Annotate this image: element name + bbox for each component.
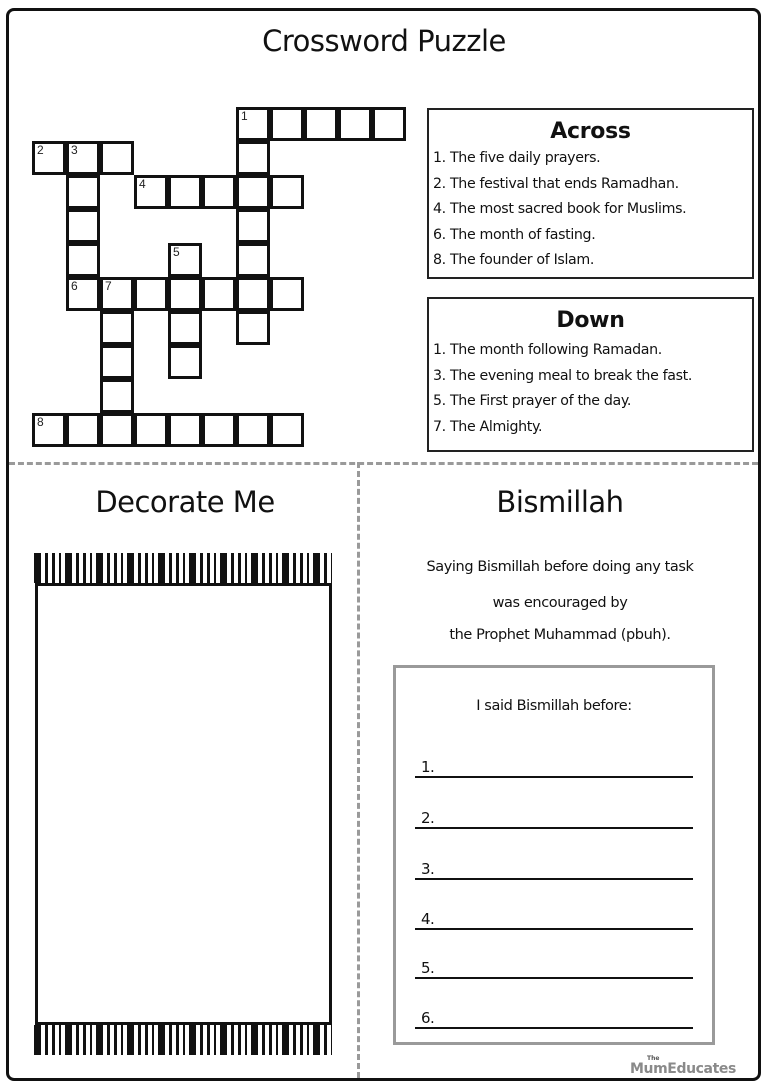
crossword-cell[interactable] [236, 107, 270, 141]
crossword-cell[interactable] [236, 209, 270, 243]
crossword-title: Crossword Puzzle [262, 24, 506, 58]
writing-line[interactable] [415, 805, 693, 829]
across-clue-list [429, 146, 752, 274]
crossword-cell[interactable] [100, 141, 134, 175]
clue-number: 2 [37, 143, 44, 157]
crossword-cell[interactable] [100, 379, 134, 413]
crossword-cell[interactable] [66, 277, 100, 311]
line-number: 6. [421, 1009, 435, 1027]
down-heading: Down [556, 308, 625, 333]
line-number: 2. [421, 809, 435, 827]
decorate-title: Decorate Me [95, 485, 275, 519]
down-clues-box [427, 297, 754, 452]
brand-logo [630, 1055, 752, 1078]
crossword-cell[interactable] [100, 413, 134, 447]
crossword-cell[interactable] [168, 175, 202, 209]
crossword-cell[interactable] [270, 107, 304, 141]
bismillah-text-line: Saying Bismillah before doing any task [426, 559, 694, 575]
clue-number: 6 [71, 279, 78, 293]
across-clues-box [427, 108, 754, 279]
bismillah-text-line: the Prophet Muhammad (pbuh). [449, 627, 671, 643]
crossword-cell[interactable] [304, 107, 338, 141]
crossword-cell[interactable] [236, 141, 270, 175]
crossword-cell[interactable] [134, 175, 168, 209]
logo-main-text: MumEducates [630, 1061, 736, 1077]
vertical-dashed-divider [357, 462, 360, 1078]
crossword-cell[interactable] [32, 413, 66, 447]
clue-number: 8 [37, 415, 44, 429]
crossword-cell[interactable] [100, 277, 134, 311]
bismillah-title: Bismillah [496, 485, 624, 519]
crossword-cell[interactable] [168, 243, 202, 277]
down-clue-list [429, 335, 752, 440]
crossword-cell[interactable] [338, 107, 372, 141]
crossword-cell[interactable] [134, 277, 168, 311]
writing-box-heading: I said Bismillah before: [476, 698, 632, 714]
crossword-cell[interactable] [168, 311, 202, 345]
crossword-cell[interactable] [100, 311, 134, 345]
crossword-cell[interactable] [32, 141, 66, 175]
crossword-cell[interactable] [66, 243, 100, 277]
crossword-cell[interactable] [202, 413, 236, 447]
crossword-cell[interactable] [236, 243, 270, 277]
writing-line[interactable] [415, 906, 693, 930]
line-number: 4. [421, 910, 435, 928]
crossword-cell[interactable] [168, 345, 202, 379]
crossword-cell[interactable] [236, 413, 270, 447]
crossword-cell[interactable] [270, 175, 304, 209]
crossword-cell[interactable] [134, 413, 168, 447]
clue-number: 5 [173, 245, 180, 259]
crossword-cell[interactable] [236, 175, 270, 209]
writing-line[interactable] [415, 754, 693, 778]
horizontal-dashed-divider [9, 462, 758, 465]
line-number: 5. [421, 959, 435, 977]
bismillah-writing-box [393, 665, 715, 1045]
across-clue: 1. The five daily prayers. [433, 150, 601, 166]
down-clue: 5. The First prayer of the day. [433, 393, 632, 409]
writing-line[interactable] [415, 856, 693, 880]
across-clue: 6. The month of fasting. [433, 226, 596, 243]
crossword-cell[interactable] [270, 413, 304, 447]
crossword-cell[interactable] [236, 311, 270, 345]
line-number: 1. [421, 758, 435, 776]
crossword-cell[interactable] [66, 141, 100, 175]
crossword-cell[interactable] [236, 277, 270, 311]
crossword-cell[interactable] [66, 175, 100, 209]
down-clue: 1. The month following Ramadan. [433, 342, 662, 358]
across-clue: 4. The most sacred book for Muslims. [433, 201, 687, 217]
prayer-mat-drawing-area[interactable] [35, 583, 332, 1025]
clue-number: 4 [139, 177, 146, 191]
across-clue: 2. The festival that ends Ramadhan. [433, 175, 679, 192]
crossword-cell[interactable] [202, 277, 236, 311]
clue-number: 7 [105, 279, 112, 293]
line-number: 3. [421, 860, 435, 878]
down-clue: 3. The evening meal to break the fast. [433, 367, 693, 384]
crossword-cell[interactable] [202, 175, 236, 209]
crossword-cell[interactable] [66, 413, 100, 447]
writing-line[interactable] [415, 955, 693, 979]
writing-line[interactable] [415, 1005, 693, 1029]
crossword-cell[interactable] [168, 413, 202, 447]
clue-number: 1 [241, 109, 248, 123]
crossword-cell[interactable] [100, 345, 134, 379]
rug-fringe-top [34, 553, 332, 583]
clue-number: 3 [71, 143, 78, 157]
crossword-cell[interactable] [270, 277, 304, 311]
bismillah-text-line: was encouraged by [492, 595, 628, 611]
down-clue: 7. The Almighty. [433, 418, 543, 435]
crossword-cell[interactable] [66, 209, 100, 243]
crossword-cell[interactable] [372, 107, 406, 141]
logo-small-text: The [647, 1055, 660, 1062]
rug-fringe-bottom [34, 1025, 332, 1055]
across-clue: 8. The founder of Islam. [433, 252, 595, 268]
across-heading: Across [550, 119, 631, 144]
crossword-cell[interactable] [168, 277, 202, 311]
